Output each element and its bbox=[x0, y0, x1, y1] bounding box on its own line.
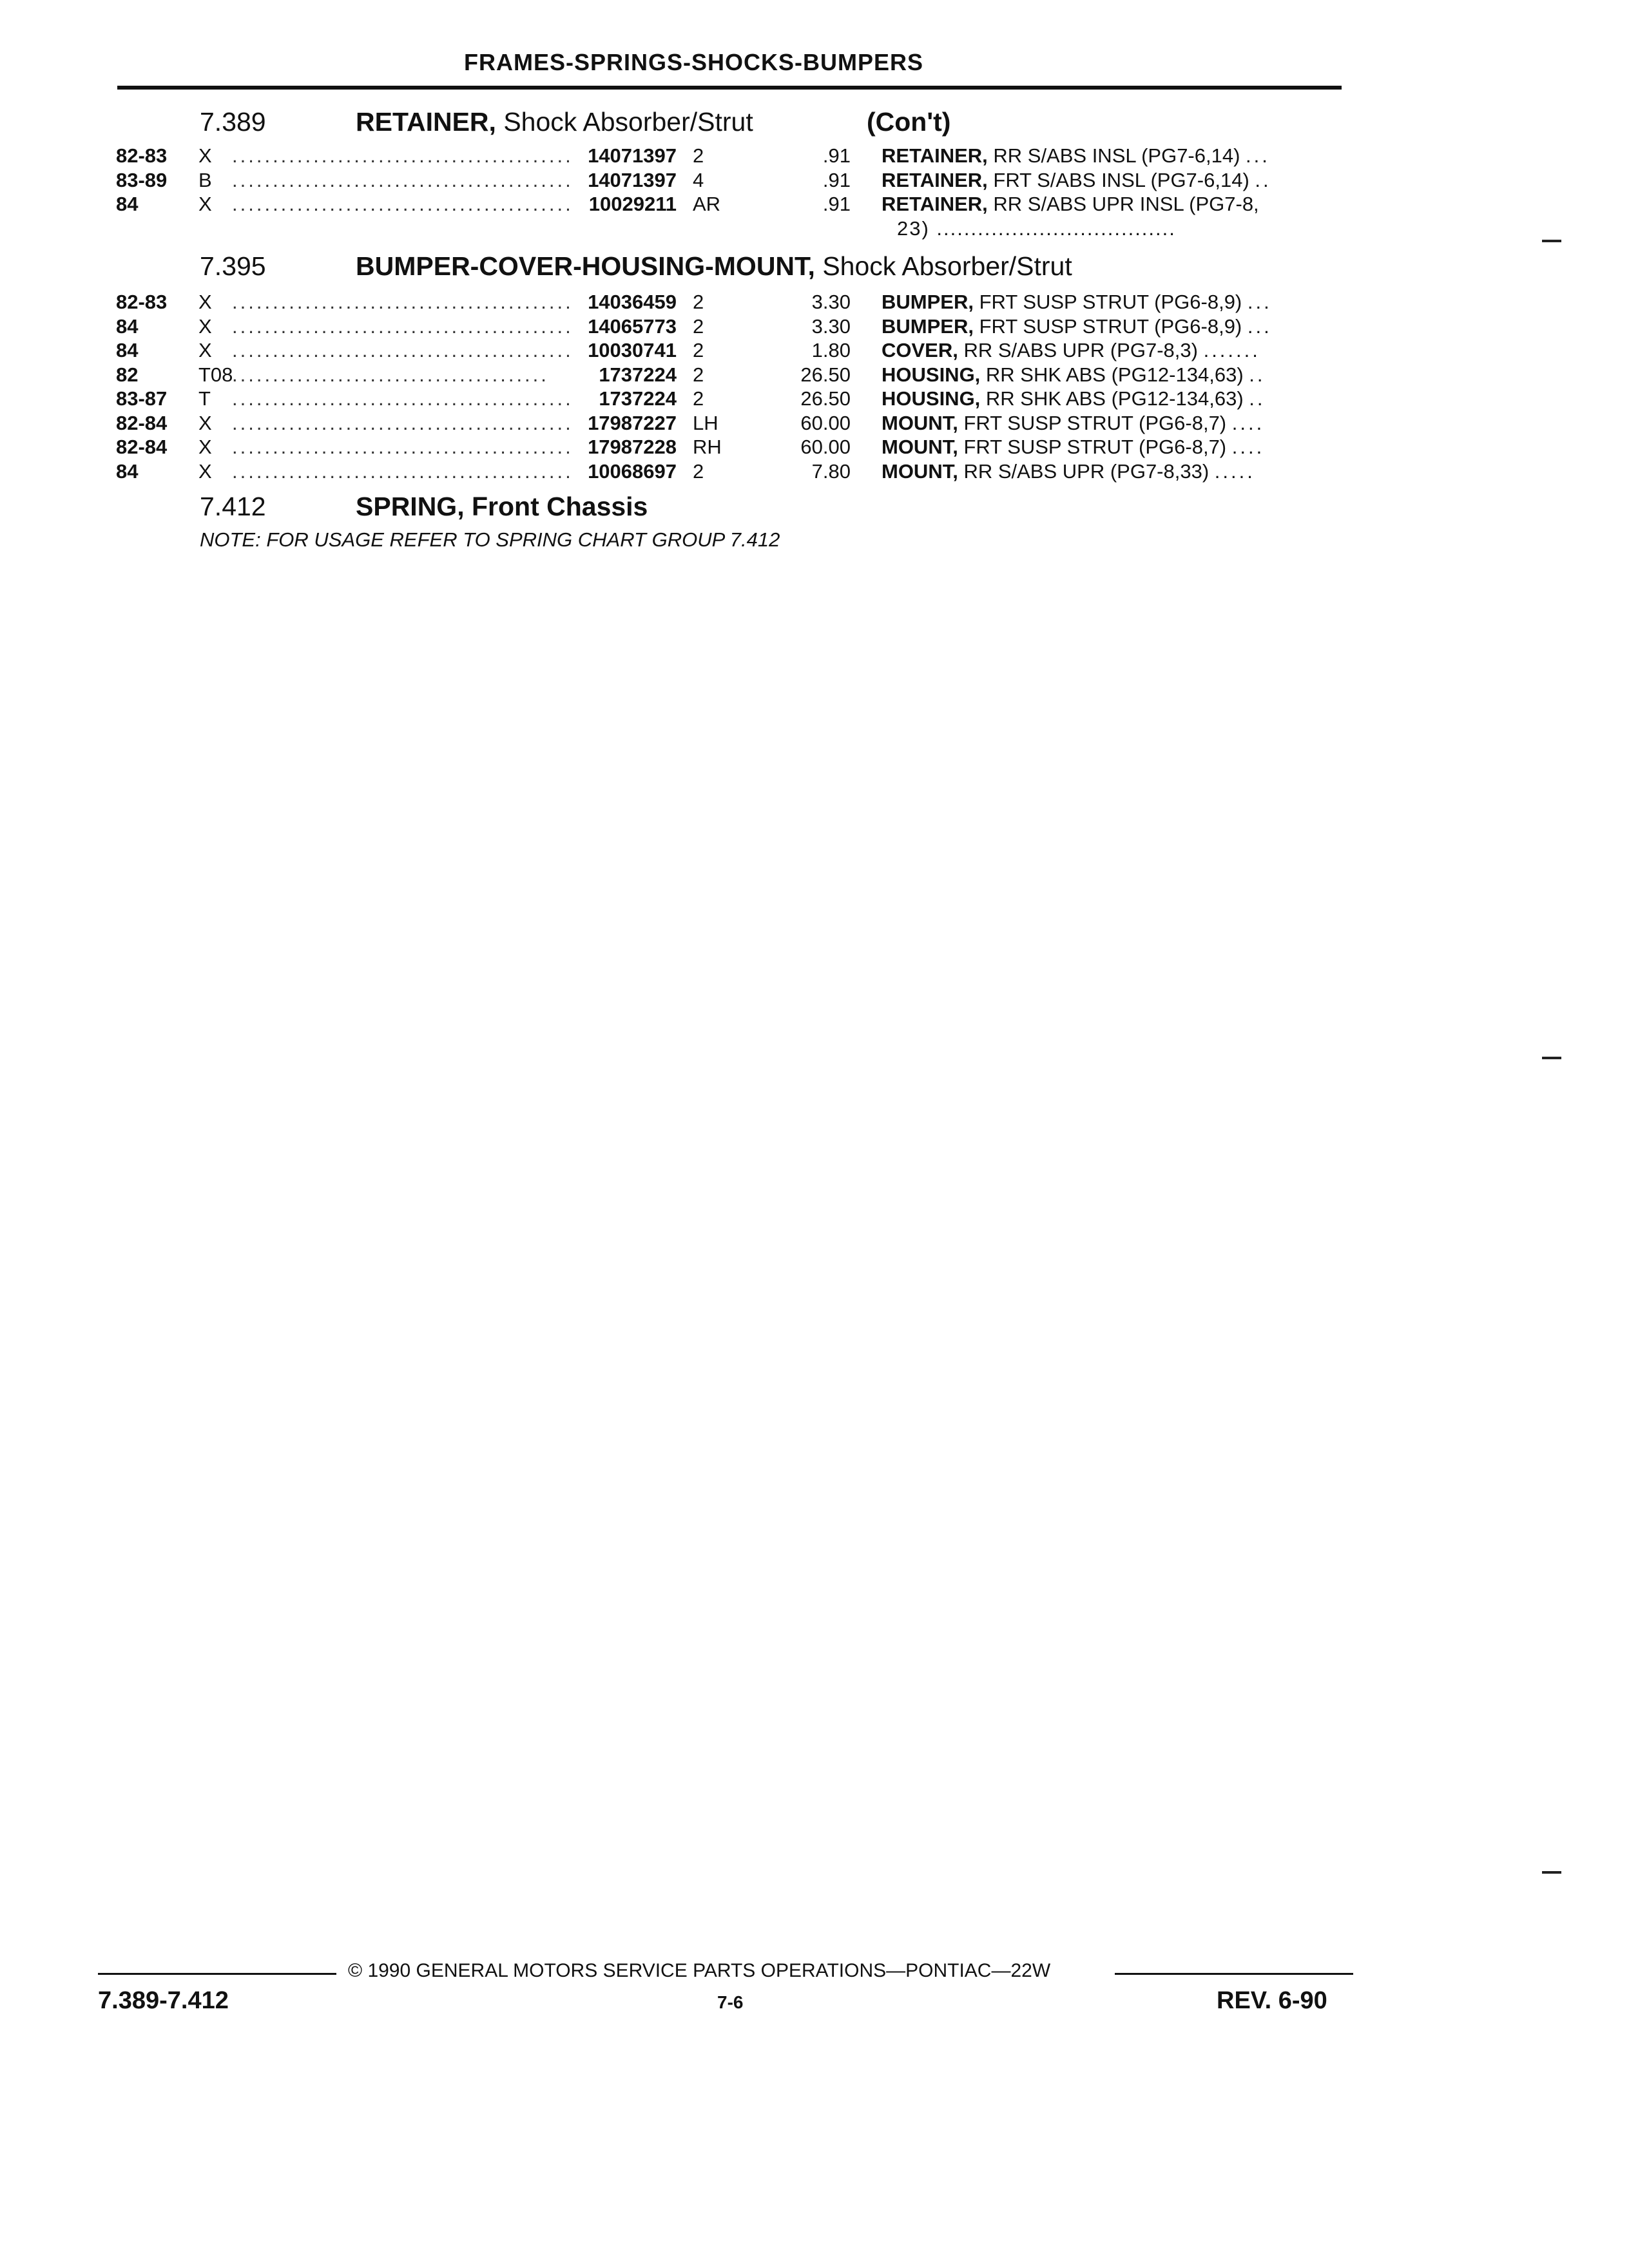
part-description-name: MOUNT, bbox=[882, 459, 958, 483]
body-code: X bbox=[198, 144, 212, 167]
price: 3.30 bbox=[811, 291, 851, 313]
price: 60.00 bbox=[800, 436, 851, 458]
body-code: X bbox=[198, 193, 212, 215]
parts-row bbox=[0, 363, 1629, 387]
part-number: 10030741 bbox=[588, 339, 677, 361]
dot-leader: .......................................... bbox=[232, 411, 574, 434]
parts-row bbox=[0, 291, 1629, 314]
footer-copyright: © 1990 GENERAL MOTORS SERVICE PARTS OPERATIONS—PONTIAC—22W bbox=[348, 1960, 1051, 1981]
part-number: 14071397 bbox=[588, 144, 677, 167]
part-description bbox=[882, 193, 1259, 216]
dot-leader: .......................................... bbox=[232, 436, 574, 458]
group-heading bbox=[0, 251, 1629, 284]
price: 3.30 bbox=[811, 314, 851, 338]
part-description-name: RETAINER, bbox=[882, 193, 988, 215]
group-continued: (Con't) bbox=[867, 107, 951, 137]
quantity: 2 bbox=[693, 459, 704, 483]
part-description-leader: .. bbox=[1249, 387, 1266, 410]
quantity: 2 bbox=[693, 339, 704, 361]
dot-leader: .......................................... bbox=[232, 193, 574, 215]
part-number: 10029211 bbox=[588, 193, 677, 215]
group-heading bbox=[0, 107, 1629, 139]
parts-row bbox=[0, 315, 1629, 339]
page-title: FRAMES-SPRINGS-SHOCKS-BUMPERS bbox=[464, 49, 924, 75]
part-number: 14065773 bbox=[588, 314, 677, 338]
group-name-rest: Shock Absorber/Strut bbox=[496, 107, 753, 137]
part-description-detail: FRT SUSP STRUT (PG6-8,7) bbox=[958, 411, 1227, 434]
model-years: 84 bbox=[116, 459, 139, 483]
part-description bbox=[882, 315, 1272, 338]
body-code: X bbox=[198, 291, 212, 313]
dot-leader: .......................................... bbox=[232, 144, 574, 167]
body-code: X bbox=[198, 436, 212, 458]
part-number: 10068697 bbox=[588, 459, 677, 483]
part-number: 17987227 bbox=[588, 411, 677, 434]
part-number: 1737224 bbox=[599, 363, 677, 386]
part-description-leader: .. bbox=[1249, 363, 1266, 386]
part-description-leader: ....... bbox=[1203, 339, 1260, 361]
part-number: 14071397 bbox=[588, 168, 677, 191]
quantity: 2 bbox=[693, 314, 704, 338]
part-description bbox=[882, 144, 1270, 168]
margin-mark bbox=[1542, 1057, 1561, 1059]
part-description-leader: .... bbox=[1231, 411, 1265, 434]
part-description bbox=[882, 387, 1266, 410]
parts-row bbox=[0, 412, 1629, 436]
quantity: 2 bbox=[693, 291, 704, 313]
price: 1.80 bbox=[811, 339, 851, 361]
part-description-leader: ..... bbox=[1214, 459, 1255, 483]
title-rule bbox=[117, 86, 1342, 90]
model-years: 84 bbox=[116, 193, 139, 215]
price: .91 bbox=[822, 168, 851, 191]
model-years: 82 bbox=[116, 363, 139, 386]
parts-row bbox=[0, 339, 1629, 363]
part-description bbox=[882, 291, 1272, 314]
parts-row bbox=[0, 144, 1629, 168]
group-name bbox=[356, 107, 753, 137]
part-description-name: BUMPER, bbox=[882, 314, 974, 338]
body-code: X bbox=[198, 459, 212, 483]
group-number: 7.412 bbox=[200, 492, 266, 521]
part-description-name: MOUNT, bbox=[882, 411, 958, 434]
dot-leader: .......................................... bbox=[232, 387, 574, 410]
part-description-name: MOUNT, bbox=[882, 436, 958, 458]
dot-leader: .......................................... bbox=[232, 314, 574, 338]
footer-revision: REV. 6-90 bbox=[1217, 1987, 1327, 2014]
parts-row-continuation bbox=[0, 217, 1629, 241]
part-description-detail: FRT SUSP STRUT (PG6-8,7) bbox=[958, 436, 1227, 458]
body-code: X bbox=[198, 411, 212, 434]
part-description bbox=[882, 460, 1255, 483]
price: 26.50 bbox=[800, 363, 851, 386]
footer-range: 7.389-7.412 bbox=[98, 1987, 229, 2014]
model-years: 84 bbox=[116, 339, 139, 361]
quantity: AR bbox=[693, 193, 721, 215]
price: .91 bbox=[822, 193, 851, 215]
part-description-detail: RR S/ABS UPR (PG7-8,33) bbox=[958, 459, 1210, 483]
price: 7.80 bbox=[811, 459, 851, 483]
part-description-detail: RR S/ABS UPR (PG7-8,3) bbox=[958, 339, 1198, 361]
quantity: 2 bbox=[693, 387, 704, 410]
group-name-bold: RETAINER, bbox=[356, 107, 496, 137]
part-description bbox=[882, 339, 1260, 362]
model-years: 83-89 bbox=[116, 168, 168, 191]
group-number: 7.395 bbox=[200, 251, 266, 281]
group-name-bold: SPRING, Front Chassis bbox=[356, 492, 648, 521]
part-description-detail: FRT SUSP STRUT (PG6-8,9) bbox=[973, 291, 1242, 313]
part-description bbox=[882, 436, 1264, 459]
dot-leader: .......................................... bbox=[232, 291, 574, 313]
margin-mark bbox=[1542, 1871, 1561, 1874]
model-years: 84 bbox=[116, 314, 139, 338]
part-description-detail: RR SHK ABS (PG12-134,63) bbox=[980, 363, 1244, 386]
group-heading bbox=[0, 492, 1629, 524]
part-description-name: RETAINER, bbox=[882, 168, 988, 191]
parts-row bbox=[0, 436, 1629, 459]
part-description-leader: .... bbox=[1231, 436, 1265, 458]
part-description-detail: RR SHK ABS (PG12-134,63) bbox=[980, 387, 1244, 410]
group-name-bold: BUMPER-COVER-HOUSING-MOUNT, bbox=[356, 251, 815, 281]
parts-row bbox=[0, 169, 1629, 193]
price: .91 bbox=[822, 144, 851, 167]
body-code: X bbox=[198, 314, 212, 338]
group-number: 7.389 bbox=[200, 107, 266, 137]
dot-leader: ....................................... bbox=[232, 363, 549, 386]
part-description bbox=[882, 363, 1266, 387]
part-description-detail: FRT S/ABS INSL (PG7-6,14) bbox=[987, 168, 1249, 191]
price: 26.50 bbox=[800, 387, 851, 410]
quantity: 2 bbox=[693, 363, 704, 386]
part-description-continued: 23) ................................... bbox=[897, 216, 1176, 240]
model-years: 82-84 bbox=[116, 436, 168, 458]
part-description bbox=[882, 412, 1264, 435]
part-description-name: HOUSING, bbox=[882, 363, 981, 386]
model-years: 83-87 bbox=[116, 387, 168, 410]
group-name bbox=[356, 492, 648, 522]
part-number: 17987228 bbox=[588, 436, 677, 458]
footer-rule-left bbox=[98, 1973, 336, 1975]
part-description-leader: ... bbox=[1246, 144, 1270, 167]
footer-page-number: 7-6 bbox=[717, 1992, 744, 2012]
parts-row bbox=[0, 460, 1629, 484]
dot-leader: .......................................... bbox=[232, 459, 574, 483]
margin-mark bbox=[1542, 240, 1561, 242]
parts-row bbox=[0, 193, 1629, 216]
group-name bbox=[356, 251, 1072, 282]
model-years: 82-84 bbox=[116, 411, 168, 434]
model-years: 82-83 bbox=[116, 144, 168, 167]
part-description-leader: ... bbox=[1247, 314, 1272, 338]
part-description-detail: FRT SUSP STRUT (PG6-8,9) bbox=[973, 314, 1242, 338]
quantity: 2 bbox=[693, 144, 704, 167]
group-name-rest: Shock Absorber/Strut bbox=[815, 251, 1072, 281]
body-code: T bbox=[198, 387, 211, 410]
part-description bbox=[882, 169, 1271, 192]
part-description-name: COVER, bbox=[882, 339, 958, 361]
footer-rule-right bbox=[1115, 1973, 1353, 1975]
part-number: 1737224 bbox=[599, 387, 677, 410]
dot-leader: .......................................... bbox=[232, 339, 574, 361]
body-code: T08 bbox=[198, 363, 233, 386]
price: 60.00 bbox=[800, 411, 851, 434]
part-description-name: RETAINER, bbox=[882, 144, 988, 167]
quantity: 4 bbox=[693, 168, 704, 191]
model-years: 82-83 bbox=[116, 291, 168, 313]
part-number: 14036459 bbox=[588, 291, 677, 313]
body-code: B bbox=[198, 168, 212, 191]
part-description-detail: RR S/ABS INSL (PG7-6,14) bbox=[987, 144, 1240, 167]
dot-leader: .......................................... bbox=[232, 168, 574, 191]
body-code: X bbox=[198, 339, 212, 361]
quantity: RH bbox=[693, 436, 722, 458]
part-description-name: HOUSING, bbox=[882, 387, 981, 410]
part-description-leader: ... bbox=[1247, 291, 1272, 313]
parts-row bbox=[0, 387, 1629, 411]
part-description-detail: RR S/ABS UPR INSL (PG7-8, bbox=[987, 193, 1259, 215]
part-description-leader: .. bbox=[1255, 168, 1271, 191]
quantity: LH bbox=[693, 411, 718, 434]
part-description-name: BUMPER, bbox=[882, 291, 974, 313]
usage-note: NOTE: FOR USAGE REFER TO SPRING CHART GROUP 7.412 bbox=[200, 528, 780, 551]
